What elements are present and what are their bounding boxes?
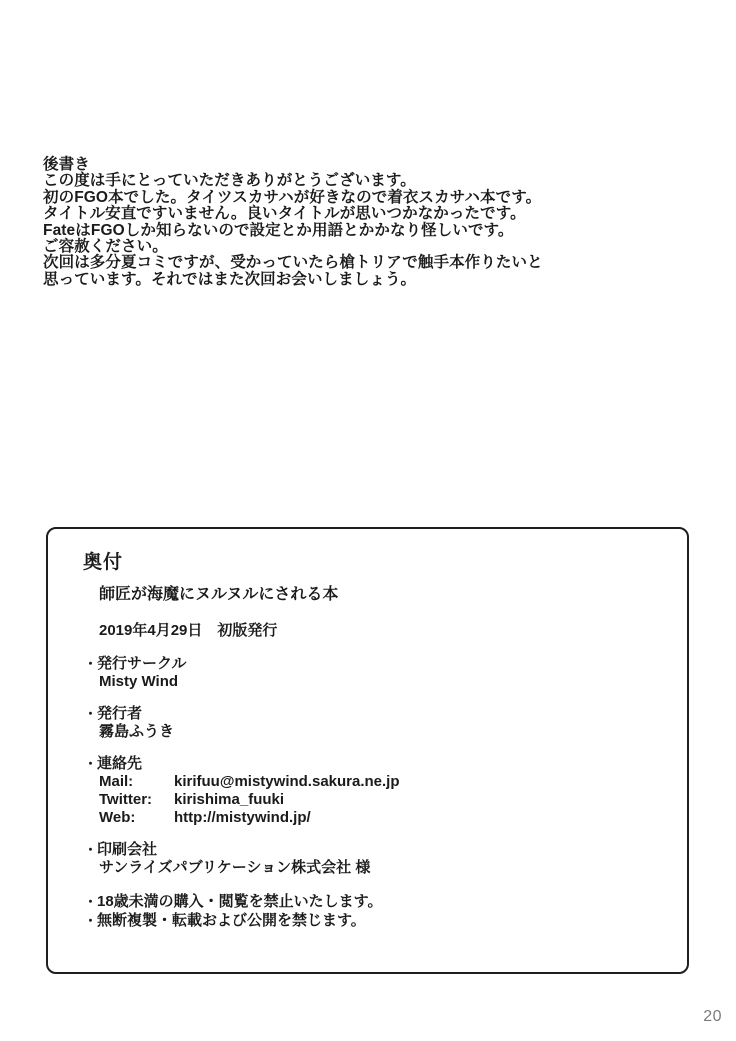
notice-text: 無断複製・転載および公開を禁じます。 [97, 912, 366, 929]
contact-label: Mail: [99, 773, 134, 790]
contact-email: kirifuu@mistywind.sakura.ne.jp [174, 773, 400, 790]
notice-text: 18歳未満の購入・閲覧を禁止いたします。 [97, 893, 383, 910]
contact-row-twitter [84, 791, 687, 809]
contact-website: http://mistywind.jp/ [174, 809, 311, 826]
contact-row-mail [84, 773, 687, 791]
bullet-icon: ・ [84, 656, 98, 671]
bullet-icon: ・ [84, 894, 98, 909]
publisher-name: 霧島ふうき [99, 723, 175, 740]
section-label: 発行サークル [97, 655, 187, 672]
afterword-line: この度は手にとっていただきありがとうございます。 [43, 172, 416, 190]
afterword-title: 後書き [43, 156, 90, 173]
section-label-row [84, 655, 687, 673]
notices-block [84, 892, 687, 930]
notice-age-restriction [84, 892, 687, 911]
contact-twitter: kirishima_fuuki [174, 791, 285, 808]
book-title: 師匠が海魔にヌルヌルにされる本 [99, 586, 339, 603]
bullet-icon: ・ [84, 756, 98, 771]
section-label-row [84, 841, 687, 859]
afterword-line: 思っています。それではまた次回お会いしましょう。 [43, 270, 417, 288]
bullet-icon: ・ [84, 913, 98, 928]
bullet-icon: ・ [84, 706, 98, 721]
colophon-heading: 奥付 [83, 552, 124, 573]
contact-label: Web: [99, 809, 136, 826]
section-label-row [84, 705, 687, 723]
notice-no-reproduction [84, 911, 687, 930]
afterword-line: 次回は多分夏コミですが、受かっていたら槍トリアで触手本作りたいと [43, 254, 543, 272]
afterword-line: 初のFGO本でした。タイツスカサハが好きなので着衣スカサハ本です。 [43, 188, 542, 206]
section-label: 印刷会社 [97, 841, 158, 858]
contact-row-web [84, 809, 687, 827]
circle-name: Misty Wind [99, 673, 179, 690]
publish-date: 2019年4月29日 初版発行 [99, 622, 278, 639]
afterword-line: FateはFGOしか知らないので設定とか用語とかかなり怪しいです。 [43, 221, 514, 239]
colophon-box [46, 527, 689, 974]
afterword-line: タイトル安直ですいません。良いタイトルが思いつかなかったです。 [43, 205, 526, 223]
section-label-row [84, 755, 687, 773]
printer-name: サンライズパブリケーション株式会社 様 [99, 859, 371, 876]
section-publisher [84, 705, 687, 741]
section-label: 発行者 [97, 705, 143, 722]
section-printer [84, 841, 687, 877]
section-label: 連絡先 [97, 755, 143, 772]
page-number: 20 [703, 1008, 722, 1025]
bullet-icon: ・ [84, 842, 98, 857]
section-contact [84, 755, 687, 827]
contact-label: Twitter: [99, 791, 153, 808]
section-circle [84, 655, 687, 691]
afterword-line: ご容赦ください。 [43, 238, 168, 256]
afterword-block [43, 157, 603, 288]
